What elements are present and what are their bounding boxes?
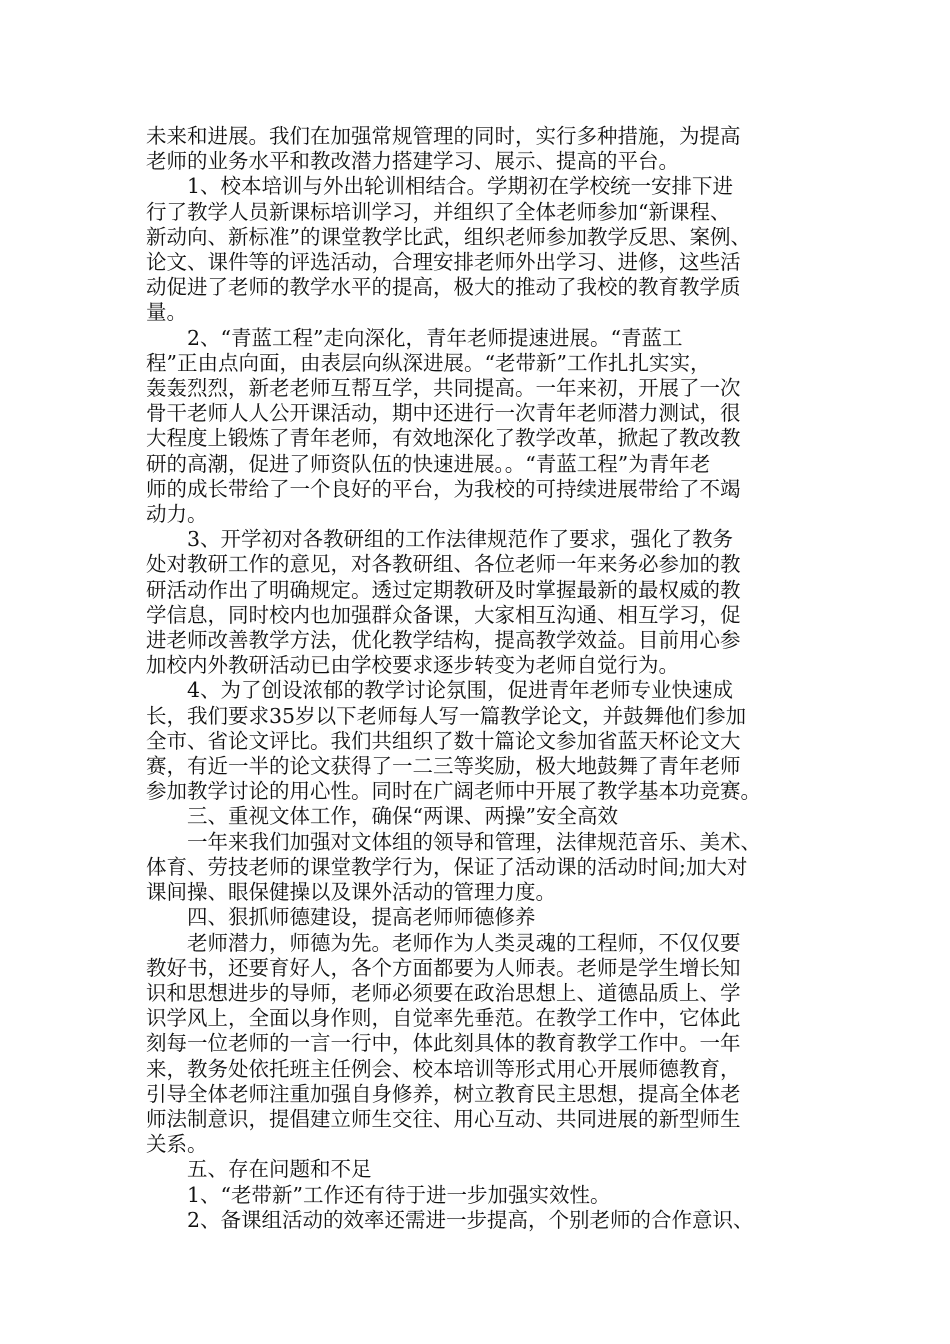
text-line: 骨干老师人人公开课活动，期中还进行一次青年老师潜力测试，很 <box>146 401 741 426</box>
text-line: 3、开学初对各教研组的工作法律规范作了要求，强化了教务 <box>146 527 734 552</box>
text-line: 1、“老带新”工作还有待于进一步加强实效性。 <box>146 1182 611 1207</box>
text-line: 动力。 <box>146 502 208 527</box>
text-line: 课间操、眼保健操以及课外活动的管理力度。 <box>146 880 556 905</box>
text-line: 引导全体老师注重加强自身修养，树立教育民主思想，提高全体老 <box>146 1081 741 1106</box>
text-line: 轰轰烈烈，新老老师互帮互学，共同提高。一年来初，开展了一次 <box>146 376 741 401</box>
text-line: 赛，有近一半的论文获得了一二三等奖励，极大地鼓舞了青年老师 <box>146 754 741 779</box>
text-line: 识和思想进步的导师，老师必须要在政治思想上、道德品质上、学 <box>146 980 741 1005</box>
text-line: 程”正由点向面，由表层向纵深进展。“老带新”工作扎扎实实， <box>146 350 711 375</box>
text-line: 动促进了老师的教学水平的提高，极大的推动了我校的教育教学质 <box>146 275 741 300</box>
text-line: 体育、劳技老师的课堂教学行为，保证了活动课的活动时间;加大对 <box>146 854 748 879</box>
text-line: 全市、省论文评比。我们共组织了数十篇论文参加省蓝天杯论文大 <box>146 728 741 753</box>
text-line: 四、狠抓师德建设，提高老师师德修养 <box>146 905 536 930</box>
text-line: 研活动作出了明确规定。透过定期教研及时掌握最新的最权威的教 <box>146 577 741 602</box>
paragraph <box>146 527 826 678</box>
paragraph <box>146 830 826 906</box>
text-line: 4、为了创设浓郁的教学讨论氛围，促进青年老师专业快速成 <box>146 678 734 703</box>
text-line: 1、校本培训与外出轮训相结合。学期初在学校统一安排下进 <box>146 174 734 199</box>
text-line: 师的成长带给了一个良好的平台，为我校的可持续进展带给了不竭 <box>146 476 741 501</box>
paragraph <box>146 905 826 930</box>
text-line: 进老师改善教学方法，优化教学结构，提高教学效益。目前用心参 <box>146 628 741 653</box>
paragraph <box>146 678 826 804</box>
text-line: 2、备课组活动的效率还需进一步提高，个别老师的合作意识、 <box>146 1207 754 1232</box>
text-line: 论文、课件等的评选活动，合理安排老师外出学习、进修，这些活 <box>146 250 741 275</box>
text-line: 长，我们要求35岁以下老师每人写一篇教学论文，并鼓舞他们参加 <box>146 703 747 728</box>
text-line: 老师的业务水平和教改潜力搭建学习、展示、提高的平台。 <box>146 149 679 174</box>
text-line: 师法制意识，提倡建立师生交往、用心互动、共同进展的新型师生 <box>146 1106 741 1131</box>
text-line: 老师潜力，师德为先。老师作为人类灵魂的工程师，不仅仅要 <box>146 930 741 955</box>
text-line: 量。 <box>146 300 187 325</box>
text-line: 新动向、新标准”的课堂教学比武，组织老师参加教学反思、案例、 <box>146 224 751 249</box>
text-line: 2、“青蓝工程”走向深化，青年老师提速进展。“青蓝工 <box>146 325 683 350</box>
paragraph <box>146 124 826 174</box>
text-line: 参加教学讨论的用心性。同时在广阔老师中开展了教学基本功竞赛。 <box>146 779 761 804</box>
text-line: 学信息，同时校内也加强群众备课，大家相互沟通、相互学习，促 <box>146 602 741 627</box>
text-line: 识学风上，全面以身作则，自觉率先垂范。在教学工作中，它体此 <box>146 1006 741 1031</box>
text-line: 处对教研工作的意见，对各教研组、各位老师一年来务必参加的教 <box>146 552 741 577</box>
text-line: 行了教学人员新课标培训学习，并组织了全体老师参加“新课程、 <box>146 199 731 224</box>
text-line: 刻每一位老师的一言一行中，体此刻具体的教育教学工作中。一年 <box>146 1031 741 1056</box>
document-body <box>146 124 826 1233</box>
text-line: 三、重视文体工作，确保“两课、两操”安全高效 <box>146 804 618 829</box>
text-line: 关系。 <box>146 1132 208 1157</box>
text-line: 五、存在问题和不足 <box>146 1157 372 1182</box>
text-line: 一年来我们加强对文体组的领导和管理，法律规范音乐、美术、 <box>146 829 761 854</box>
text-line: 研的高潮，促进了师资队伍的快速进展。。“青蓝工程”为青年老 <box>146 451 711 476</box>
paragraph <box>146 804 826 829</box>
paragraph <box>146 1157 826 1182</box>
paragraph <box>146 931 826 1158</box>
text-line: 加校内外教研活动已由学校要求逐步转变为老师自觉行为。 <box>146 653 679 678</box>
paragraph <box>146 326 826 528</box>
text-line: 未来和进展。我们在加强常规管理的同时，实行多种措施，为提高 <box>146 124 741 148</box>
paragraph <box>146 1183 826 1208</box>
paragraph <box>146 174 826 325</box>
text-line: 来，教务处依托班主任例会、校本培训等形式用心开展师德教育， <box>146 1056 741 1081</box>
text-line: 大程度上锻炼了青年老师，有效地深化了教学改革，掀起了教改教 <box>146 426 741 451</box>
paragraph <box>146 1208 826 1233</box>
text-line: 教好书，还要育好人，各个方面都要为人师表。老师是学生增长知 <box>146 955 741 980</box>
